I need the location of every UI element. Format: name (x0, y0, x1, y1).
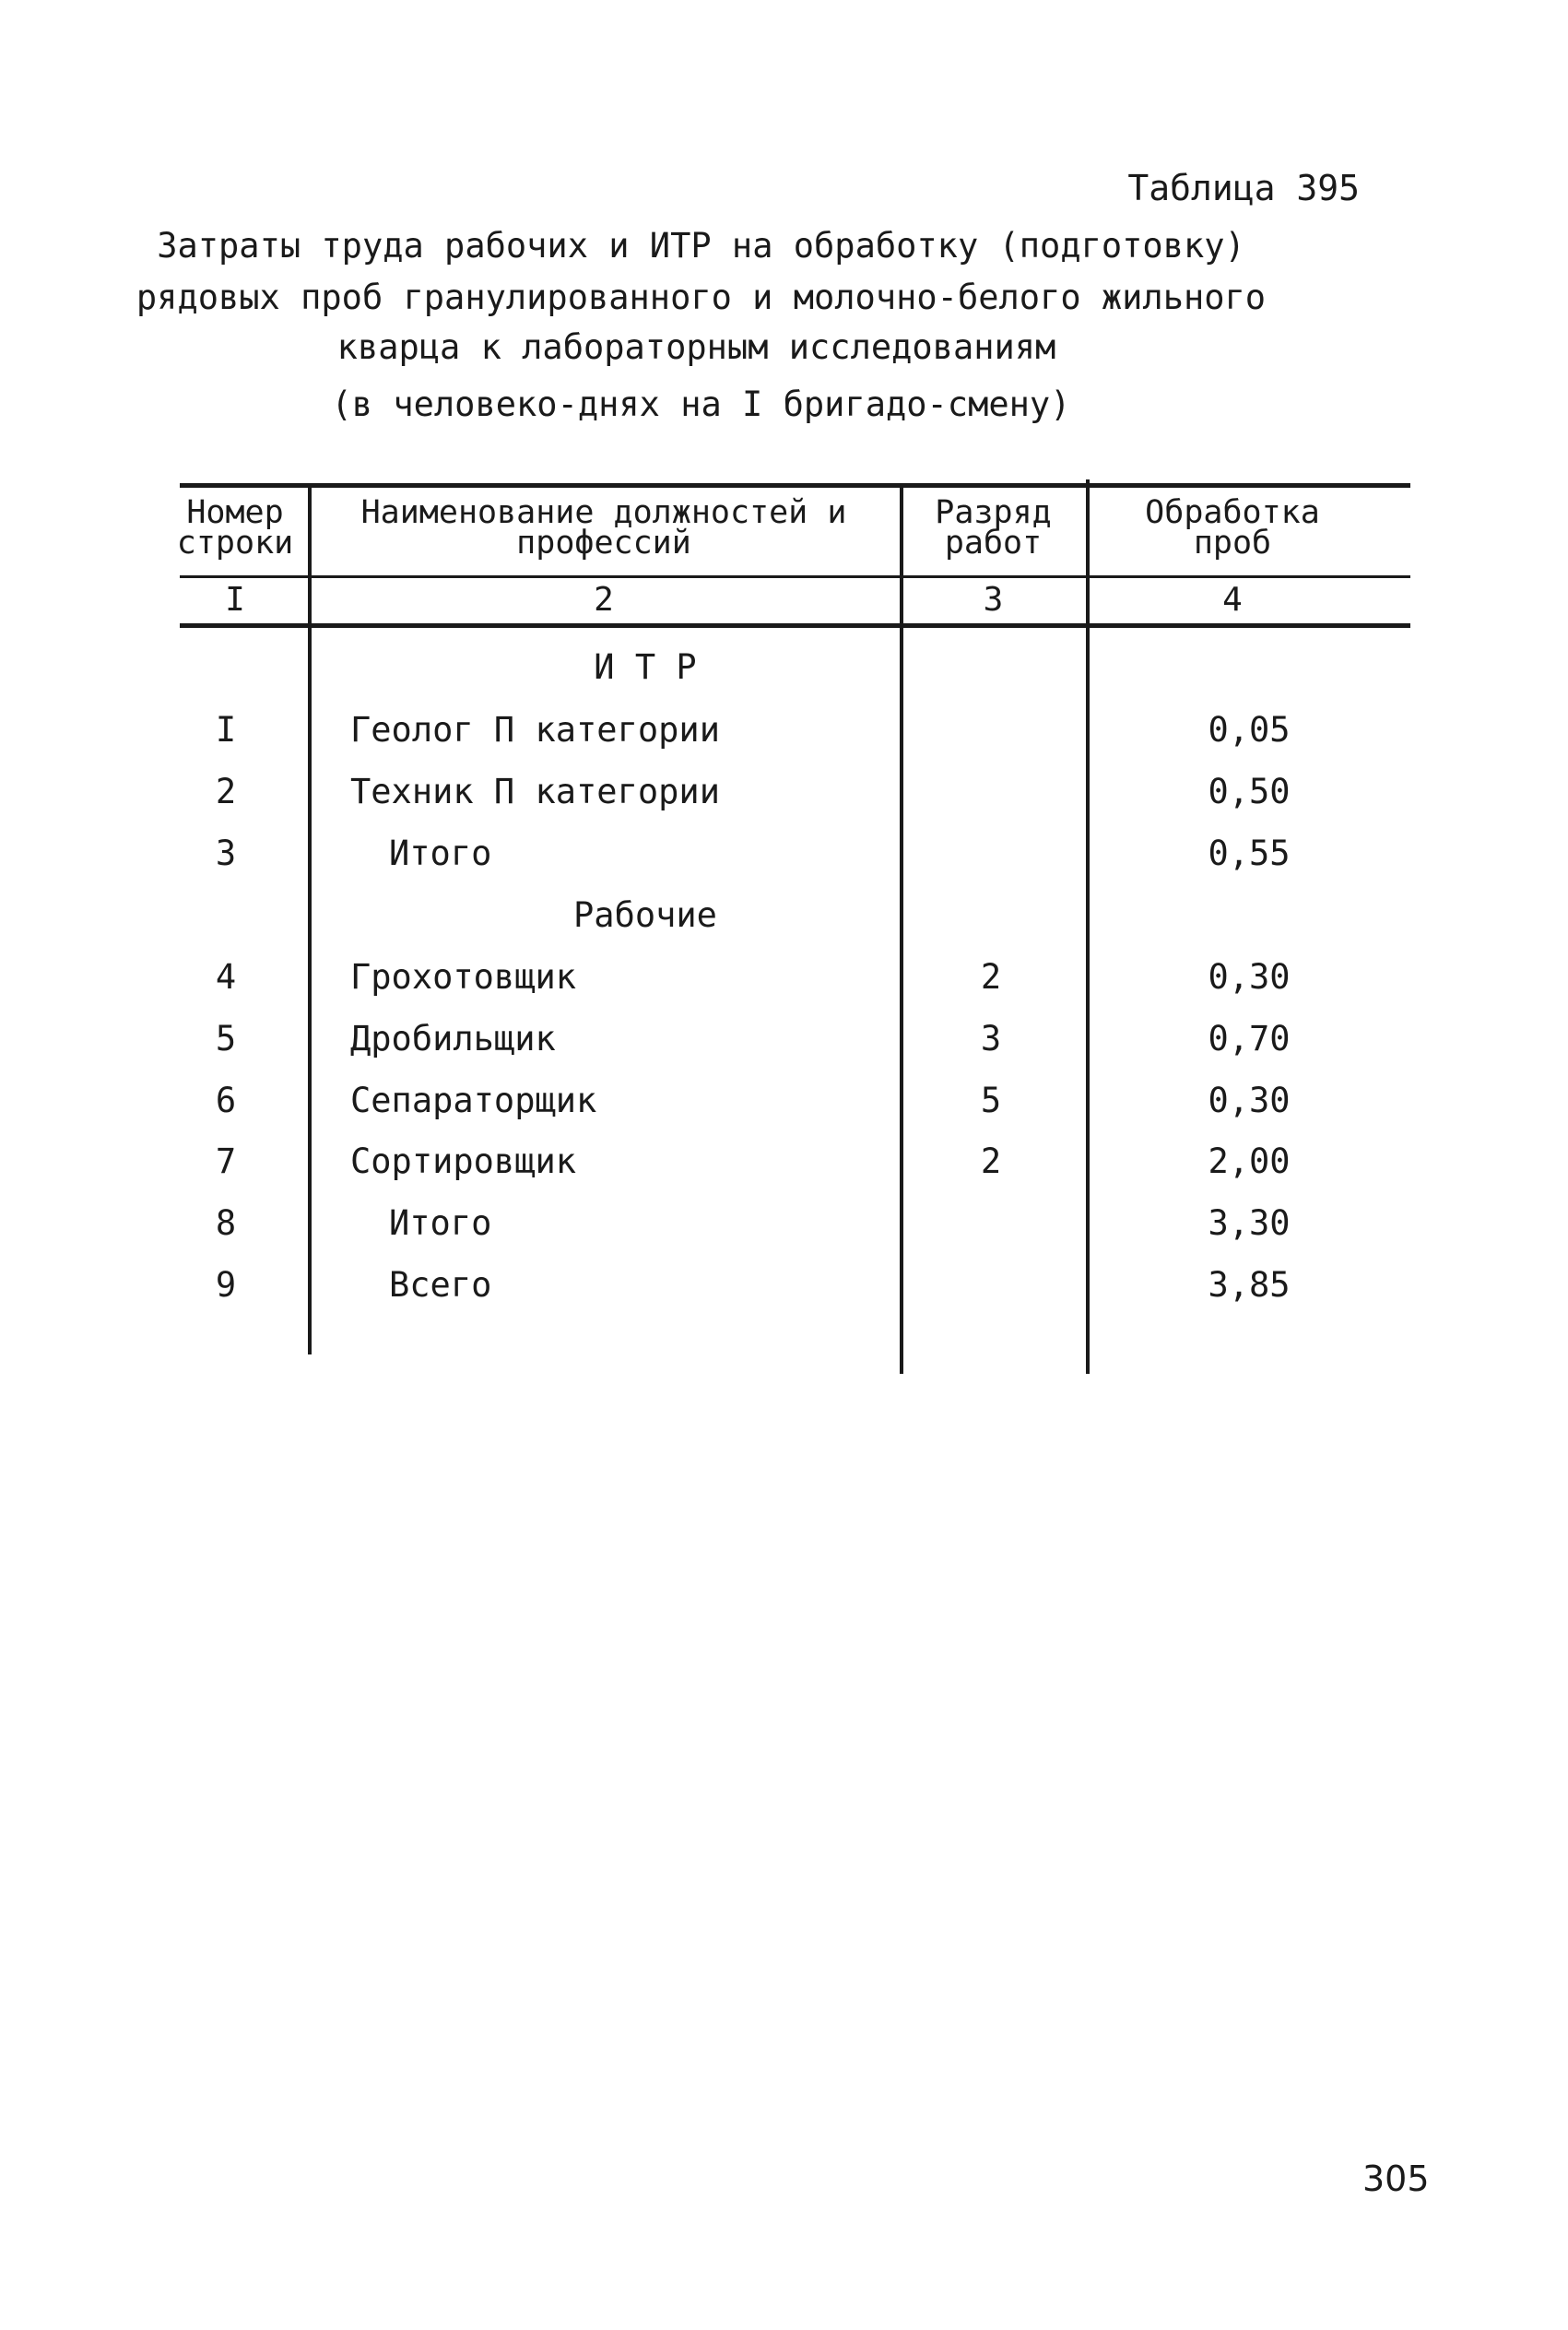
row-1-name: Геолог П категории (350, 710, 720, 750)
row-8-name: Итого (389, 1203, 492, 1243)
row-2-name: Техник П категории (350, 772, 720, 811)
header-row-number: Номер строки (176, 494, 294, 562)
column-divider-1 (308, 483, 312, 1354)
row-6-grade: 5 (980, 1081, 1002, 1120)
row-3-value: 0,55 (1208, 834, 1291, 873)
row-1-value: 0,05 (1208, 710, 1291, 750)
row-3-name: Итого (389, 834, 492, 873)
row-8-value: 3,30 (1208, 1203, 1291, 1243)
row-7-name: Сортировщик (350, 1141, 577, 1181)
row-5-name: Дробильщик (350, 1019, 556, 1059)
column-number-4: 4 (1222, 581, 1243, 619)
row-9-number: 9 (215, 1265, 237, 1305)
row-7-grade: 2 (980, 1141, 1002, 1181)
title-line-3: кварца к лабораторным исследованиям (336, 327, 1056, 367)
column-number-1: I (225, 581, 245, 619)
row-2-value: 0,50 (1208, 772, 1291, 811)
header-bottom-rule (180, 575, 1410, 578)
header-processing: Обработка проб (1145, 494, 1320, 562)
units-line: (в человеко-днях на I бригадо-смену) (331, 384, 1071, 424)
row-5-grade: 3 (980, 1019, 1002, 1059)
row-7-number: 7 (215, 1141, 237, 1181)
section-workers: Рабочие (573, 895, 717, 935)
row-5-value: 0,70 (1208, 1019, 1291, 1059)
row-5-number: 5 (215, 1019, 237, 1059)
row-3-number: 3 (215, 834, 237, 873)
table-label: Таблица 395 (1127, 168, 1360, 208)
header-grade: Разряд работ (935, 494, 1052, 562)
column-number-3: 3 (983, 581, 1004, 619)
page-number: 305 (1362, 2159, 1430, 2199)
row-6-value: 0,30 (1208, 1081, 1291, 1120)
row-4-number: 4 (215, 957, 237, 997)
row-8-number: 8 (215, 1203, 237, 1243)
row-6-name: Сепараторщик (350, 1081, 597, 1120)
column-number-2: 2 (594, 581, 614, 619)
row-2-number: 2 (215, 772, 237, 811)
title-line-1: Затраты труда рабочих и ИТР на обработку (подготовку) (157, 226, 1245, 266)
row-9-name: Всего (389, 1265, 492, 1305)
row-4-value: 0,30 (1208, 957, 1291, 997)
row-1-number: I (215, 710, 237, 750)
section-itr: И Т Р (594, 647, 697, 687)
row-4-grade: 2 (980, 957, 1002, 997)
row-7-value: 2,00 (1208, 1141, 1291, 1181)
row-4-name: Грохотовщик (350, 957, 577, 997)
title-line-2: рядовых проб гранулированного и молочно-белого жильного (136, 278, 1267, 317)
column-numbers-rule (180, 623, 1410, 628)
row-9-value: 3,85 (1208, 1265, 1291, 1305)
row-6-number: 6 (215, 1081, 237, 1120)
header-name: Наименование должностей и профессий (360, 494, 847, 562)
table-top-rule (180, 483, 1410, 488)
